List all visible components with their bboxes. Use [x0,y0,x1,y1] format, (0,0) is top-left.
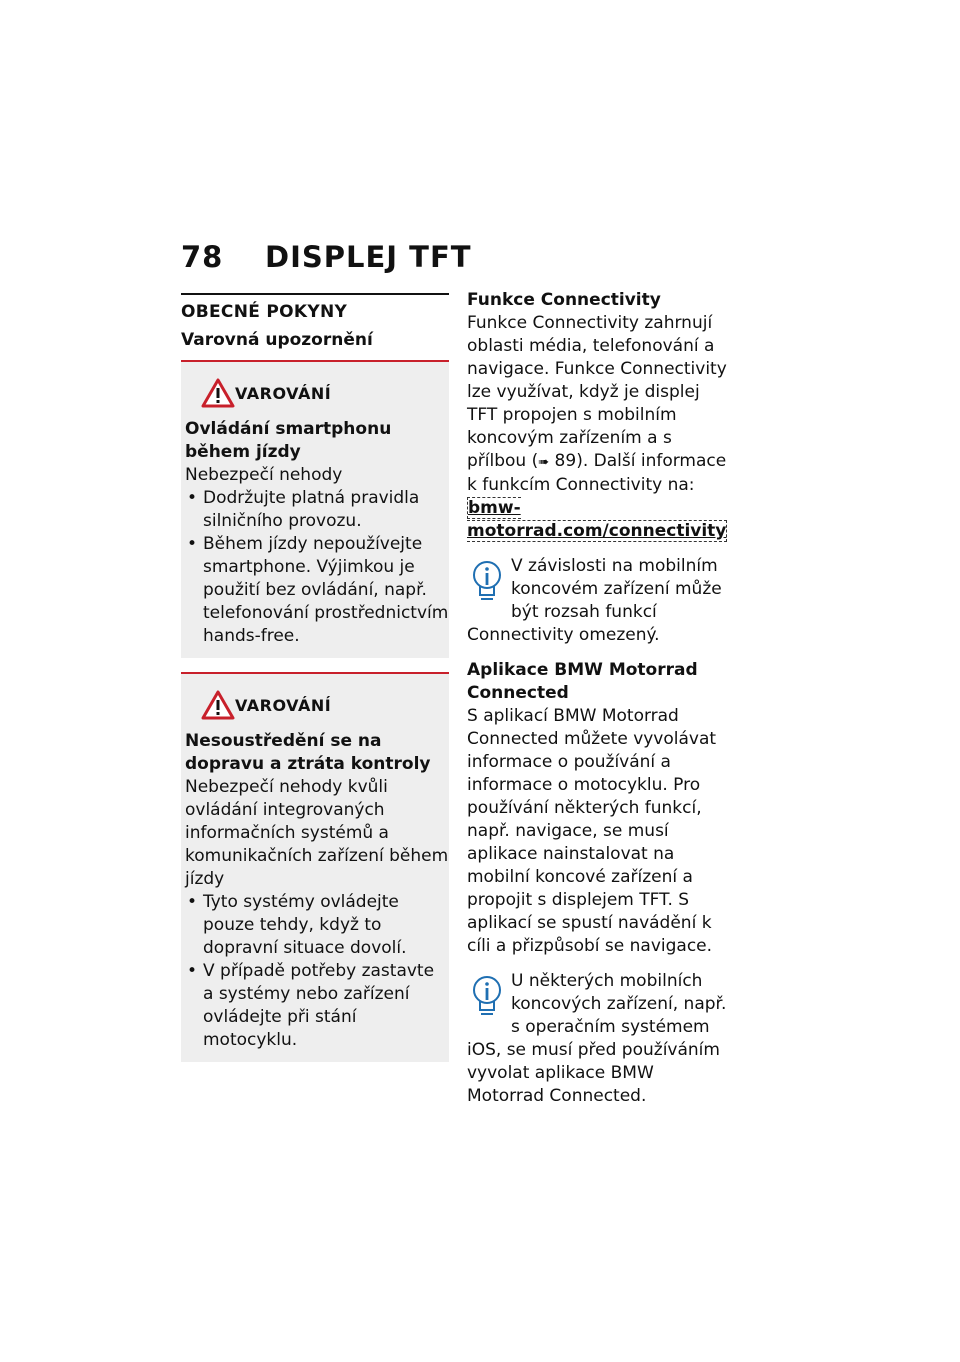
app-heading: Aplikace BMW Motorrad Connected [467,660,698,703]
right-column [467,289,735,1120]
warning-title: Nesoustředění se na dopravu a ztráta kontroly [185,731,431,774]
page-number: 78 [181,240,224,274]
app-text: S aplikací BMW Motorrad Connected můžete vyvolávat informace o používání a informace o motocyklu. Pro používání některých funkcí, např. navigace, se musí aplikace nainstalovat na mobilní koncové zařízení a propojit s displejem TFT. S aplikací se spustí navádění k cíli a přizpůsobí se navigace. [467,706,717,956]
info-note-text: V závislosti na mobilním koncovém zařízení může být rozsah funkcí Connectivity omezený. [467,556,722,645]
warning-label: VAROVÁNÍ [235,384,332,403]
chapter-title: DISPLEJ TFT [265,240,472,274]
list-item: • Dodržujte platná pravidla silničního provozu. [185,487,449,533]
connectivity-text-part: Funkce Connectivity zahrnují oblasti média, telefonování a navigace. Funkce Connectivity lze využívat, když je displej TFT propojen s mobilním koncovým zařízením a s přílbou ( [467,313,727,471]
info-bulb-icon [467,974,507,1018]
list-item: • V případě potřeby zastavte a systémy nebo zařízení ovládejte při stání motocyklu. [185,960,449,1052]
warning-box-1 [181,360,449,658]
page-header [181,240,472,274]
warning-title: Ovládání smartphonu během jízdy [185,419,392,462]
connectivity-text [467,312,735,543]
subsection-title: Varovná upozornění [181,330,373,350]
warning-header [185,690,449,724]
warning-label: VAROVÁNÍ [235,696,332,715]
warning-header [185,378,449,412]
warning-text: Nebezpečí nehody [185,465,343,485]
warning-text: Nebezpečí nehody kvůli ovládání integrovaných informačních systémů a komunikačních zařízení během jízdy [185,777,449,889]
warning-bullets [185,487,449,648]
list-item: • Tyto systémy ovládejte pouze tehdy, když to dopravní situace dovolí. [185,891,449,960]
info-bulb-icon [467,559,507,603]
connectivity-text-part: ). Další informace k funkcím Connectivity na: [467,451,727,495]
info-note-text: U některých mobilních koncových zařízení, např. s operačním systémem iOS, se musí před používáním vyvolat aplikace BMW Motorrad Connected. [467,971,727,1106]
warning-box-2 [181,672,449,1062]
info-note-2 [467,970,735,1108]
warning-bullets [185,891,449,1052]
info-note-1 [467,555,735,647]
arrow-right-icon: ➠ [538,455,550,470]
page-reference[interactable]: 89 [554,451,577,471]
connectivity-heading: Funkce Connectivity [467,290,661,310]
section-title: OBECNÉ POKYNY [181,293,449,324]
list-item: • Během jízdy nepoužívejte smartphone. Výjimkou je použití bez ovládání, např. telefonování prostřednictvím hands-free. [185,533,449,648]
warning-triangle-icon [201,690,235,720]
connectivity-link[interactable]: bmw-motorrad.com/connectivity [467,498,727,541]
left-column [181,293,449,1076]
warning-triangle-icon [201,378,235,408]
